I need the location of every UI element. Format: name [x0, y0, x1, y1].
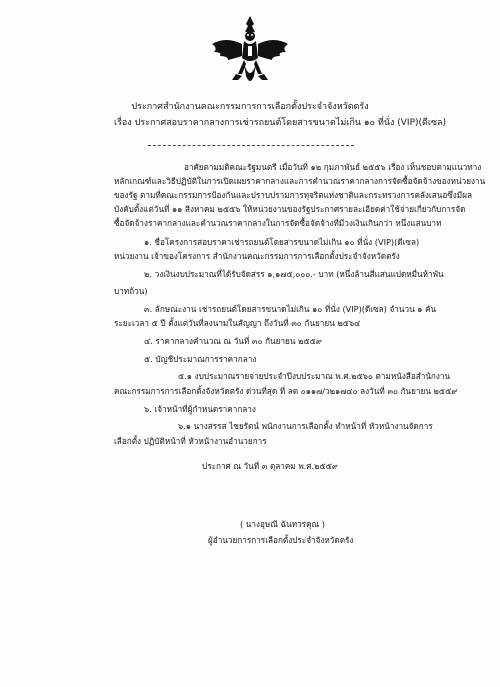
- item-6-1-line-2: เลือกตั้ง ปฏิบัติหน้าที่ หัวหน้างานอำนวยการ: [114, 436, 267, 446]
- item-2-line-1: ๒. วงเงินงบประมาณที่ได้รับจัดสรร ๑,๑๗๕,๐๐๐.- บาท (หนึ่งล้านสี่แสนแปดหมื่นห้าพัน: [144, 269, 444, 279]
- intro-line-1: อาศัยตามมติคณะรัฐมนตรี เมื่อวันที่ ๑๒ กุมภาพันธ์ ๒๕๕๖ เรื่อง เห็นชอบตามแนวทาง: [184, 162, 482, 172]
- item-3-line-1: ๓. ลักษณะงาน เช่ารถยนต์โดยสารขนาดไม่เกิน ๑๐ ที่นั่ง (VIP)(ดีเซล) จำนวน ๑ คัน: [144, 304, 437, 314]
- intro-line-5: ซื้อจัดจ้างราคากลางและคำนวณราคากลางในการจัดซื้อจัดจ้างที่มีวงเงินเกินกว่า หนึ่งแสนบาท: [114, 218, 442, 228]
- intro-line-2: หลักเกณฑ์และวิธีปฏิบัติในการเปิดเผยราคากลางและการคำนวณราคากลางการจัดซื้อจัดจ้างของหน่วยงาน: [114, 176, 486, 186]
- garuda-emblem-icon: [208, 14, 292, 90]
- subject-text: ประกาศสอบราคากลางการเช่ารถยนต์โดยสารขนาดไม่เกิน ๑๐ ที่นั่ง (VIP)(ดีเซล): [134, 118, 447, 128]
- item-5-1-line-1: ๕.๑ งบประมาณรายจ่ายประจำปีงบประมาณ พ.ศ.๒๕๖๐ ตามหนังสือสำนักงาน: [178, 371, 451, 381]
- item-4: ๔. ราคากลางคำนวณ ณ วันที่ ๓๐ กันยายน ๒๕๕๙: [144, 336, 322, 346]
- signer-position: ผู้อำนวยการการเลือกตั้งประจำจังหวัดตรัง: [208, 535, 354, 545]
- item-2-line-2: บาทถ้วน): [114, 286, 148, 296]
- announce-date: ประกาศ ณ วันที่ ๓ ตุลาคม พ.ศ.๒๕๕๙: [202, 461, 338, 471]
- document-title: ประกาศสำนักงานคณะกรรมการการเลือกตั้งประจำจังหวัดตรัง: [131, 102, 369, 112]
- item-6: ๖. เจ้าหน้าที่ผู้กำหนดราคากลาง: [144, 404, 256, 414]
- subject-label: เรื่อง: [114, 118, 132, 128]
- item-5: ๕. บัญชีประมาณการราคากลาง: [144, 354, 257, 364]
- item-1-line-1: ๑. ชื่อโครงการสอบราคาเช่ารถยนต์โดยสารขนาดไม่เกิน ๑๐ ที่นั่ง (VIP)(ดีเซล): [144, 237, 420, 247]
- intro-line-3: ของรัฐ ตามที่คณะกรรมการป้องกันและปราบปรามการทุจริตแห่งชาติและกระทรวงการคลังเสนอซึ่งมีผล: [114, 190, 473, 200]
- item-1-line-2: หน่วยงาน เจ้าของโครงการ สำนักงานคณะกรรมการการเลือกตั้งประจำจังหวัดตรัง: [114, 251, 400, 261]
- item-5-1-line-2: คณะกรรมการการเลือกตั้งจังหวัดตรัง ด่วนที่สุด ที่ ลต ๐๑๑๗/ว๒๑๗๔๐ ลงวันที่ ๓๐ กันยายน ๒๕๕๙: [114, 386, 458, 396]
- separator-line: [148, 145, 354, 146]
- item-3-line-2: ระยะเวลา ๕ ปี ตั้งแต่วันที่ลงนามในสัญญา ถึงวันที่ ๓๐ กันยายน ๒๕๖๔: [114, 318, 361, 328]
- item-6-1-line-1: ๖.๑ นางสรรส ไชยรัตน์ พนักงานการเลือกตั้ง ทำหน้าที่ หัวหน้างานจัดการ: [178, 421, 433, 431]
- intro-line-4: บังคับตั้งแต่วันที่ ๑๑ สิงหาคม ๒๕๕๖ ให้หน่วยงานของรัฐประกาศรายละเอียดค่าใช้จ่ายเกี่ยวกับการจัด: [114, 204, 466, 214]
- subject-line: [114, 118, 446, 129]
- signer-name: ( นางอุษณี ฉันทวรคุณ ): [240, 519, 325, 529]
